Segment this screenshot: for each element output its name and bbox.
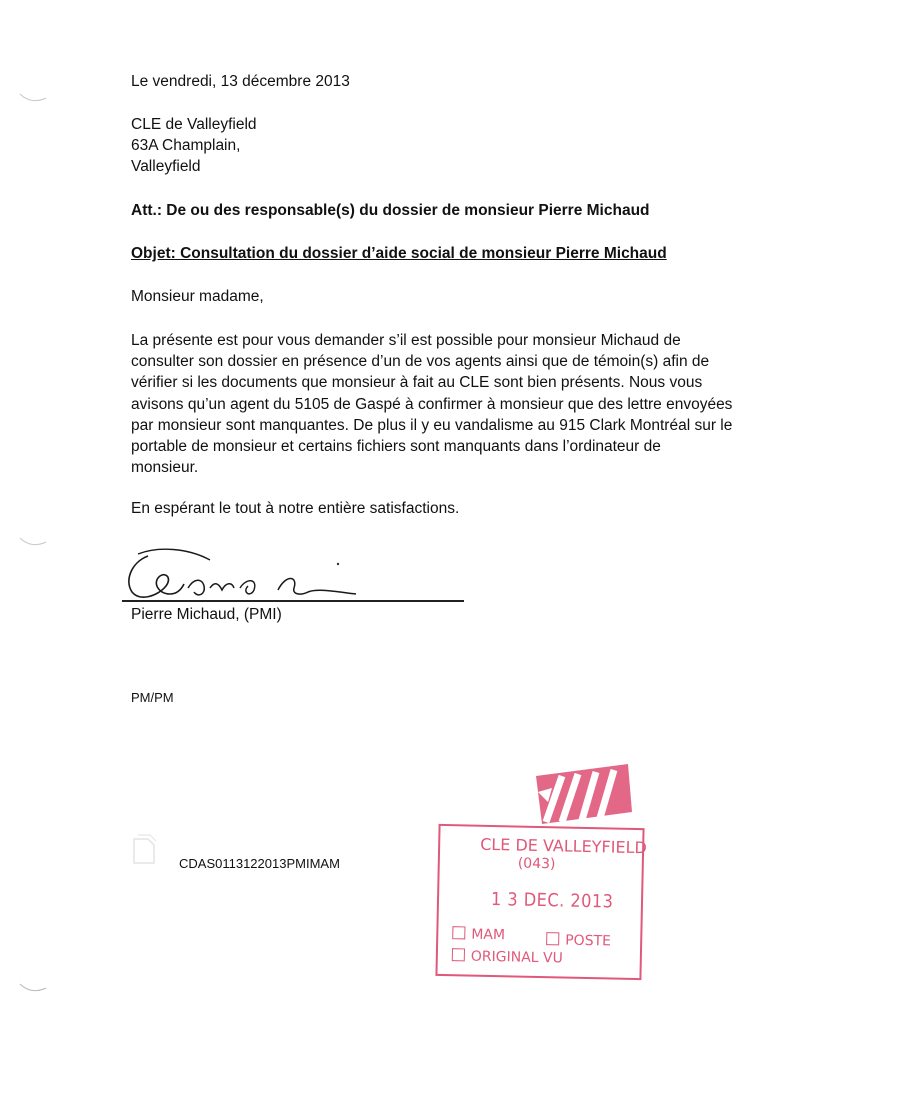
recipient-line-1: CLE de Valleyfield: [131, 116, 257, 133]
stamp-option-label: POSTE: [565, 932, 612, 950]
body-line: monsieur.: [131, 459, 199, 477]
signature: [118, 548, 368, 608]
stamp-code: (043): [517, 855, 556, 873]
scan-artifact: [18, 982, 48, 994]
stamp-date: 1 3 DEC. 2013: [490, 888, 614, 913]
received-stamp: [435, 824, 647, 980]
signer-name: Pierre Michaud, (PMI): [131, 606, 282, 623]
recipient-line-3: Valleyfield: [131, 158, 201, 175]
body-line: vérifier si les documents que monsieur à fait au CLE sont bien présents. Nous vous: [131, 374, 703, 392]
stamp-option-poste: [546, 932, 611, 949]
body-line: par monsieur sont manquantes. De plus il y eu vandalisme au 915 Clark Montréal sur le: [131, 416, 733, 434]
stamp-ink-mark: [532, 762, 634, 828]
body-paragraph: [131, 330, 771, 478]
body-line: La présente est pour vous demander s’il est possible pour monsieur Michaud de: [131, 332, 681, 349]
reference-code: CDAS0113122013PMIMAM: [179, 856, 340, 871]
salutation: Monsieur madame,: [131, 288, 264, 305]
stamp-option-label: MAM: [471, 926, 506, 944]
signature-line: [122, 600, 464, 602]
stamp-option-original-vu: [452, 948, 563, 966]
body-line: consulter son dossier en présence d’un de vos agents ainsi que de témoin(s) afin de: [131, 353, 710, 371]
letter-date: Le vendredi, 13 décembre 2013: [131, 73, 350, 90]
body-line: portable de monsieur et certains fichiers sont manquants dans l’ordinateur de: [131, 438, 661, 456]
subject-line: Objet: Consultation du dossier d’aide social de monsieur Pierre Michaud: [131, 245, 667, 262]
initials: PM/PM: [131, 690, 174, 705]
stamp-option-mam: [452, 926, 505, 943]
scan-artifact: [18, 92, 48, 104]
document-icon: [130, 833, 158, 865]
checkbox-icon: [546, 932, 559, 945]
attention-line: Att.: De ou des responsable(s) du dossier de monsieur Pierre Michaud: [131, 202, 650, 219]
scan-artifact: [18, 536, 48, 548]
closing-line: En espérant le tout à notre entière satisfactions.: [131, 500, 460, 517]
body-line: avisons qu’un agent du 5105 de Gaspé à confirmer à monsieur que des lettre envoyées: [131, 395, 733, 413]
checkbox-icon: [452, 926, 465, 939]
checkbox-icon: [452, 948, 465, 961]
stamp-office: CLE DE VALLEYFIELD: [479, 834, 647, 858]
recipient-line-2: 63A Champlain,: [131, 137, 241, 154]
stamp-option-label: ORIGINAL VU: [470, 948, 563, 967]
